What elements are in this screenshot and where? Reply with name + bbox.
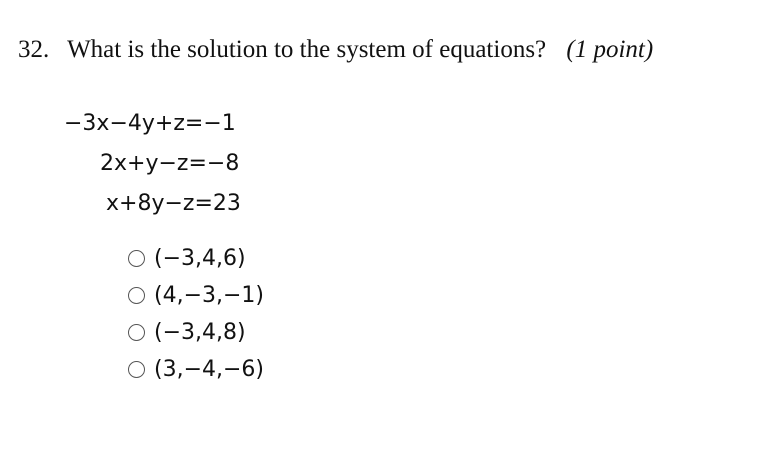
question-number: 32. xyxy=(18,36,50,63)
answer-option-label: (−3,4,6) xyxy=(154,246,246,271)
radio-button[interactable] xyxy=(128,250,145,267)
radio-button[interactable] xyxy=(128,287,145,304)
equation-1: −3x−4y+z=−1 xyxy=(64,111,236,136)
question-text: What is the solution to the system of equations? xyxy=(67,36,547,63)
answer-option-1[interactable] xyxy=(128,240,264,277)
answer-option-2[interactable] xyxy=(128,277,264,314)
equation-3: x+8y−z=23 xyxy=(106,191,241,216)
answer-options xyxy=(128,240,264,388)
answer-option-4[interactable] xyxy=(128,351,264,388)
answer-option-label: (4,−3,−1) xyxy=(154,283,265,308)
equation-2: 2x+y−z=−8 xyxy=(100,151,240,176)
answer-option-label: (3,−4,−6) xyxy=(154,357,265,382)
radio-button[interactable] xyxy=(128,361,145,378)
radio-button[interactable] xyxy=(128,324,145,341)
equation-system xyxy=(64,104,306,224)
answer-option-label: (−3,4,8) xyxy=(154,320,246,345)
question-prompt xyxy=(18,36,653,64)
answer-option-3[interactable] xyxy=(128,314,264,351)
question-points: (1 point) xyxy=(566,36,654,63)
